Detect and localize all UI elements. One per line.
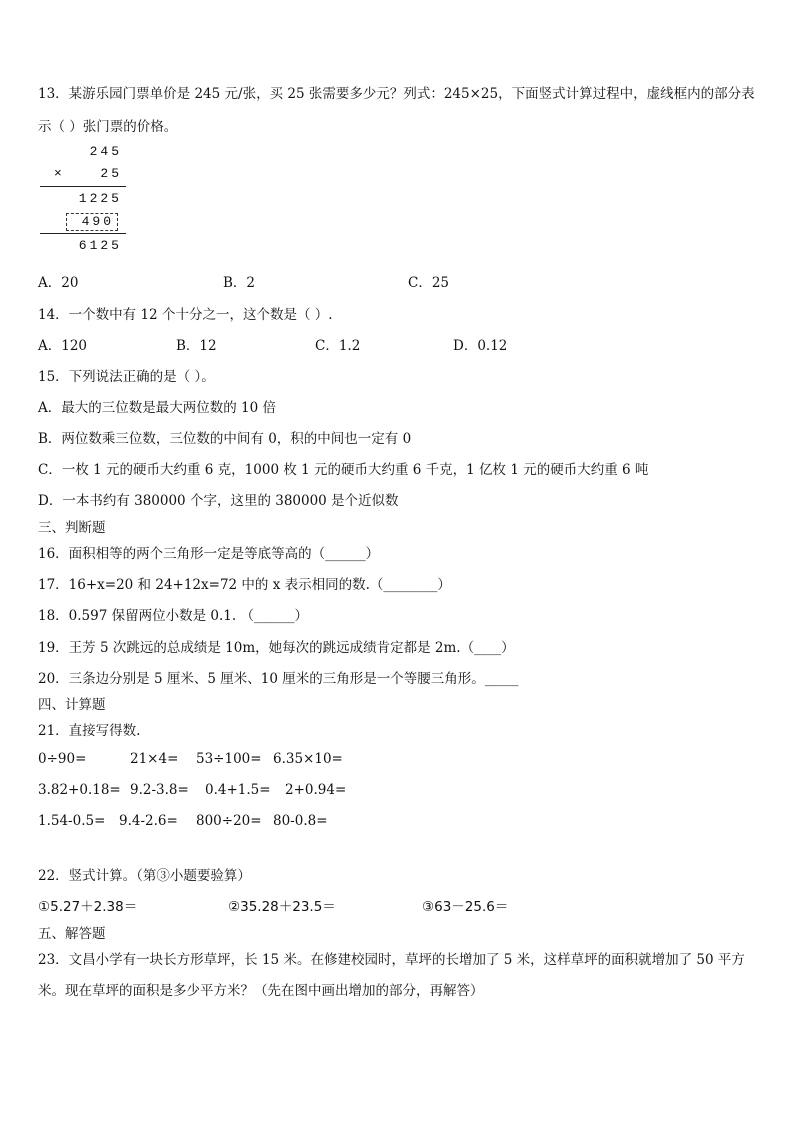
judge-item-16: 16．面积相等的两个三角形一定是等底等高的（______） bbox=[38, 546, 380, 562]
section-3-heading: 三、判断题 bbox=[38, 520, 106, 536]
rule-2 bbox=[40, 233, 126, 234]
product-result: 6125 bbox=[78, 238, 122, 253]
judge-item-20: 20．三条边分别是 5 厘米、5 厘米、10 厘米的三角形是一个等腰三角形。_____ bbox=[38, 671, 519, 687]
partial-product-1: 1225 bbox=[78, 191, 122, 206]
q15-option-a: A．最大的三位数是最大两位数的 10 倍 bbox=[38, 400, 277, 416]
vertical-multiplication bbox=[40, 140, 130, 260]
judge-item-17: 17．16+x=20 和 24+12x=72 中的 x 表示相同的数.（________） bbox=[38, 577, 451, 593]
judge-item-19: 19．王芳 5 次跳远的总成绩是 10m，她每次的跳远成绩肯定都是 2m.（____） bbox=[38, 640, 515, 656]
q13-text-line2: 示（ ）张门票的价格。 bbox=[38, 119, 178, 135]
q13-option-c: C．25 bbox=[408, 275, 450, 291]
q23-text-line1: 23．文昌小学有一块长方形草坪，长 15 米。在修建校园时，草坪的长增加了 5 米，这样草坪的面积就增加了 50 平方 bbox=[38, 952, 745, 968]
calc-1-1: 9.2-3.8= bbox=[130, 782, 189, 798]
calc-1-2: 0.4+1.5= bbox=[205, 782, 271, 798]
q14-option-b: B．12 bbox=[176, 338, 217, 354]
calc-2-0: 1.54-0.5= bbox=[38, 813, 106, 829]
calc-1-3: 2+0.94= bbox=[285, 782, 347, 798]
multiplicand: 245 bbox=[89, 144, 122, 159]
q22-title: 22．竖式计算。（第③小题要验算） bbox=[38, 868, 251, 884]
rule-1 bbox=[40, 186, 126, 187]
calc-0-1: 21×4= bbox=[130, 751, 179, 767]
calc-2-3: 80-0.8= bbox=[273, 813, 328, 829]
judge-item-18: 18．0.597 保留两位小数是 0.1. （______） bbox=[38, 608, 308, 624]
calc-1-0: 3.82+0.18= bbox=[38, 782, 121, 798]
q22-item-2: ②35.28＋23.5＝ bbox=[228, 899, 336, 915]
q22-item-3: ③63－25.6＝ bbox=[422, 899, 509, 915]
q21-title: 21．直接写得数. bbox=[38, 723, 141, 739]
partial-product-2: 490 bbox=[81, 214, 114, 229]
q13-text-line1: 13．某游乐园门票单价是 245 元/张，买 25 张需要多少元？列式：245×25，下面竖式计算过程中，虚线框内的部分表 bbox=[38, 86, 755, 102]
times-sign: × bbox=[54, 166, 62, 181]
calc-2-1: 9.4-2.6= bbox=[119, 813, 178, 829]
q22-item-1: ①5.27＋2.38＝ bbox=[38, 899, 138, 915]
q15-text: 15．下列说法正确的是（ ）。 bbox=[38, 369, 215, 385]
q13-option-b: B．2 bbox=[223, 275, 256, 291]
section-4-heading: 四、计算题 bbox=[38, 697, 106, 713]
q14-option-c: C．1.2 bbox=[315, 338, 361, 354]
q15-option-b: B．两位数乘三位数，三位数的中间有 0，积的中间也一定有 0 bbox=[38, 431, 412, 447]
q14-option-d: D．0.12 bbox=[453, 338, 508, 354]
calc-0-3: 6.35×10= bbox=[273, 751, 343, 767]
calc-2-2: 800÷20= bbox=[196, 813, 262, 829]
q14-text: 14．一个数中有 12 个十分之一，这个数是（ ）. bbox=[38, 307, 333, 323]
q13-option-a: A．20 bbox=[38, 275, 79, 291]
q15-option-d: D．一本书约有 380000 个字，这里的 380000 是个近似数 bbox=[38, 493, 399, 509]
q23-text-line2: 米。现在草坪的面积是多少平方米？（先在图中画出增加的部分，再解答） bbox=[38, 983, 484, 999]
calc-0-2: 53÷100= bbox=[196, 751, 262, 767]
multiplier: 25 bbox=[100, 166, 122, 181]
calc-0-0: 0÷90= bbox=[38, 751, 87, 767]
section-5-heading: 五、解答题 bbox=[38, 926, 106, 942]
q15-option-c: C．一枚 1 元的硬币大约重 6 克，1000 枚 1 元的硬币大约重 6 千克，1 亿枚 1 元的硬币大约重 6 吨 bbox=[38, 462, 649, 478]
q14-option-a: A．120 bbox=[38, 338, 88, 354]
